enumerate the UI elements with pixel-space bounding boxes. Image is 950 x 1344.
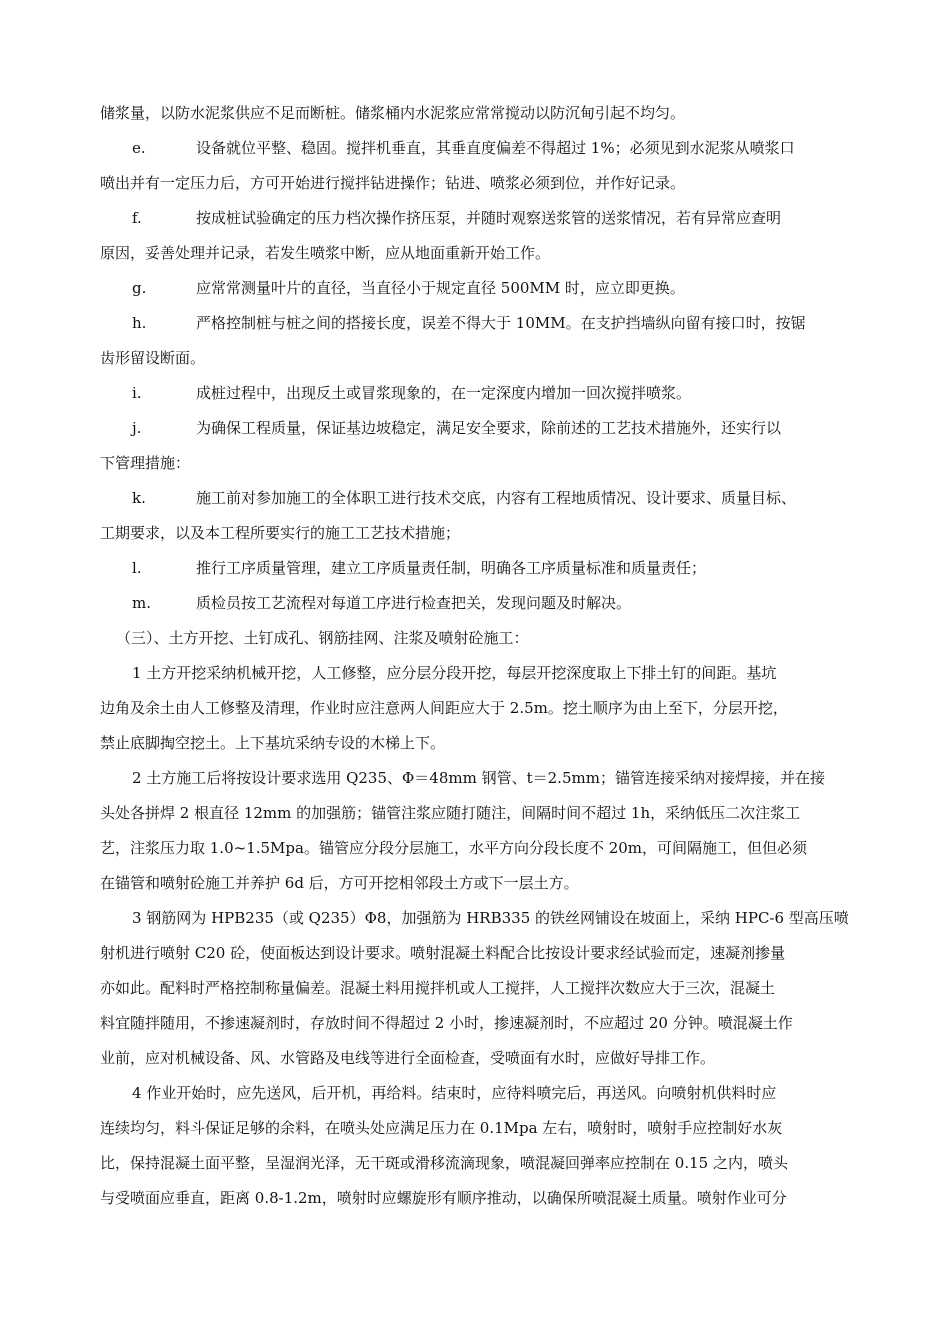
text-line: 射机进行喷射 C20 砼，使面板达到设计要求。喷射混凝土料配合比按设计要求经试验而定，速凝剂掺量 — [100, 944, 786, 962]
text-line: 应常常测量叶片的直径，当直径小于规定直径 500MM 时，应立即更换。 — [196, 279, 685, 297]
list-item-label: h. — [132, 314, 147, 332]
list-item-label: g. — [132, 279, 147, 297]
text-line: 质检员按工艺流程对每道工序进行检查把关，发现问题及时解决。 — [196, 594, 632, 612]
list-item-label: j. — [132, 419, 142, 437]
text-line: 喷出并有一定压力后，方可开始进行搅拌钻进操作；钻进、喷浆必须到位，并作好记录。 — [100, 174, 686, 192]
text-line: 2 土方施工后将按设计要求选用 Q235、Φ＝48mm 钢管、t＝2.5mm；锚管连接采纳对接焊接，并在接 — [132, 769, 825, 787]
text-line: 工期要求，以及本工程所要实行的施工工艺技术措施； — [100, 524, 461, 542]
section-heading: （三）、土方开挖、土钉成孔、钢筋挂网、注浆及喷射砼施工： — [116, 629, 529, 647]
text-line: 原因，妥善处理并记录，若发生喷浆中断，应从地面重新开始工作。 — [100, 244, 551, 262]
text-line: 头处各拼焊 2 根直径 12mm 的加强筋；锚管注浆应随打随注，间隔时间不超过 1h，采纳低压二次注浆工 — [100, 804, 801, 822]
text-line: 推行工序质量管理，建立工序质量责任制，明确各工序质量标准和质量责任； — [196, 559, 707, 577]
text-line: 在锚管和喷射砼施工并养护 6d 后，方可开挖相邻段土方或下一层土方。 — [100, 874, 579, 892]
list-item-label: i. — [132, 384, 142, 402]
text-line: 成桩过程中，出现反土或冒浆现象的，在一定深度内增加一回次搅拌喷浆。 — [196, 384, 692, 402]
text-line: 按成桩试验确定的压力档次操作挤压泵，并随时观察送浆管的送浆情况，若有异常应查明 — [196, 209, 782, 227]
text-line: 与受喷面应垂直，距离 0.8-1.2m，喷射时应螺旋形有顺序推动，以确保所喷混凝土质量。喷射作业可分 — [100, 1189, 787, 1207]
text-line: 齿形留设断面。 — [100, 349, 206, 367]
text-line: 1 土方开挖采纳机械开挖，人工修整，应分层分段开挖，每层开挖深度取上下排土钉的间距。基坑 — [132, 664, 777, 682]
list-item-label: m. — [132, 594, 151, 612]
text-line: 设备就位平整、稳固。搅拌机垂直，其垂直度偏差不得超过 1%；必须见到水泥浆从喷浆口 — [196, 139, 795, 157]
text-line: 艺，注浆压力取 1.0~1.5Mpa。锚管应分段分层施工，水平方向分段长度不 20m，可间隔施工，但但必须 — [100, 839, 808, 857]
text-line: 下管理措施： — [100, 454, 191, 472]
text-line: 为确保工程质量，保证基边坡稳定，满足安全要求，除前述的工艺技术措施外，还实行以 — [196, 419, 782, 437]
text-line: 储浆量，以防水泥浆供应不足而断桩。储浆桶内水泥浆应常常搅动以防沉甸引起不均匀。 — [100, 104, 686, 122]
text-line: 连续均匀，料斗保证足够的余料，在喷头处应满足压力在 0.1Mpa 左右，喷射时，喷射手应控制好水灰 — [100, 1119, 783, 1137]
text-line: 料宜随拌随用，不掺速凝剂时，存放时间不得超过 2 小时，掺速凝剂时，不应超过 20 分钟。喷混凝土作 — [100, 1014, 793, 1032]
text-line: 禁止底脚掏空挖土。上下基坑采纳专设的木梯上下。 — [100, 734, 446, 752]
text-line: 施工前对参加施工的全体职工进行技术交底，内容有工程地质情况、设计要求、质量目标、 — [196, 489, 797, 507]
text-line: 比，保持混凝土面平整，呈湿润光泽，无干斑或滑移流滴现象，喷混凝回弹率应控制在 0.15 之内，喷头 — [100, 1154, 788, 1172]
text-line: 4 作业开始时，应先送风，后开机，再给料。结束时，应待料喷完后，再送风。向喷射机供料时应 — [132, 1084, 777, 1102]
list-item-label: f. — [132, 209, 142, 227]
text-line: 业前，应对机械设备、风、水管路及电线等进行全面检查，受喷面有水时，应做好导排工作。 — [100, 1049, 716, 1067]
text-line: 3 钢筋网为 HPB235（或 Q235）Φ8，加强筋为 HRB335 的铁丝网铺设在坡面上，采纳 HPC-6 型高压喷 — [132, 909, 849, 927]
text-line: 亦如此。配料时严格控制称量偏差。混凝土料用搅拌机或人工搅拌，人工搅拌次数应大于三次，混凝土 — [100, 979, 776, 997]
text-line: 边角及余土由人工修整及清理，作业时应注意两人间距应大于 2.5m。挖土顺序为由上至下，分层开挖， — [100, 699, 788, 717]
text-line: 严格控制桩与桩之间的搭接长度，误差不得大于 10MM。在支护挡墙纵向留有接口时，按锯 — [196, 314, 806, 332]
list-item-label: e. — [132, 139, 146, 157]
list-item-label: k. — [132, 489, 146, 507]
list-item-label: l. — [132, 559, 142, 577]
